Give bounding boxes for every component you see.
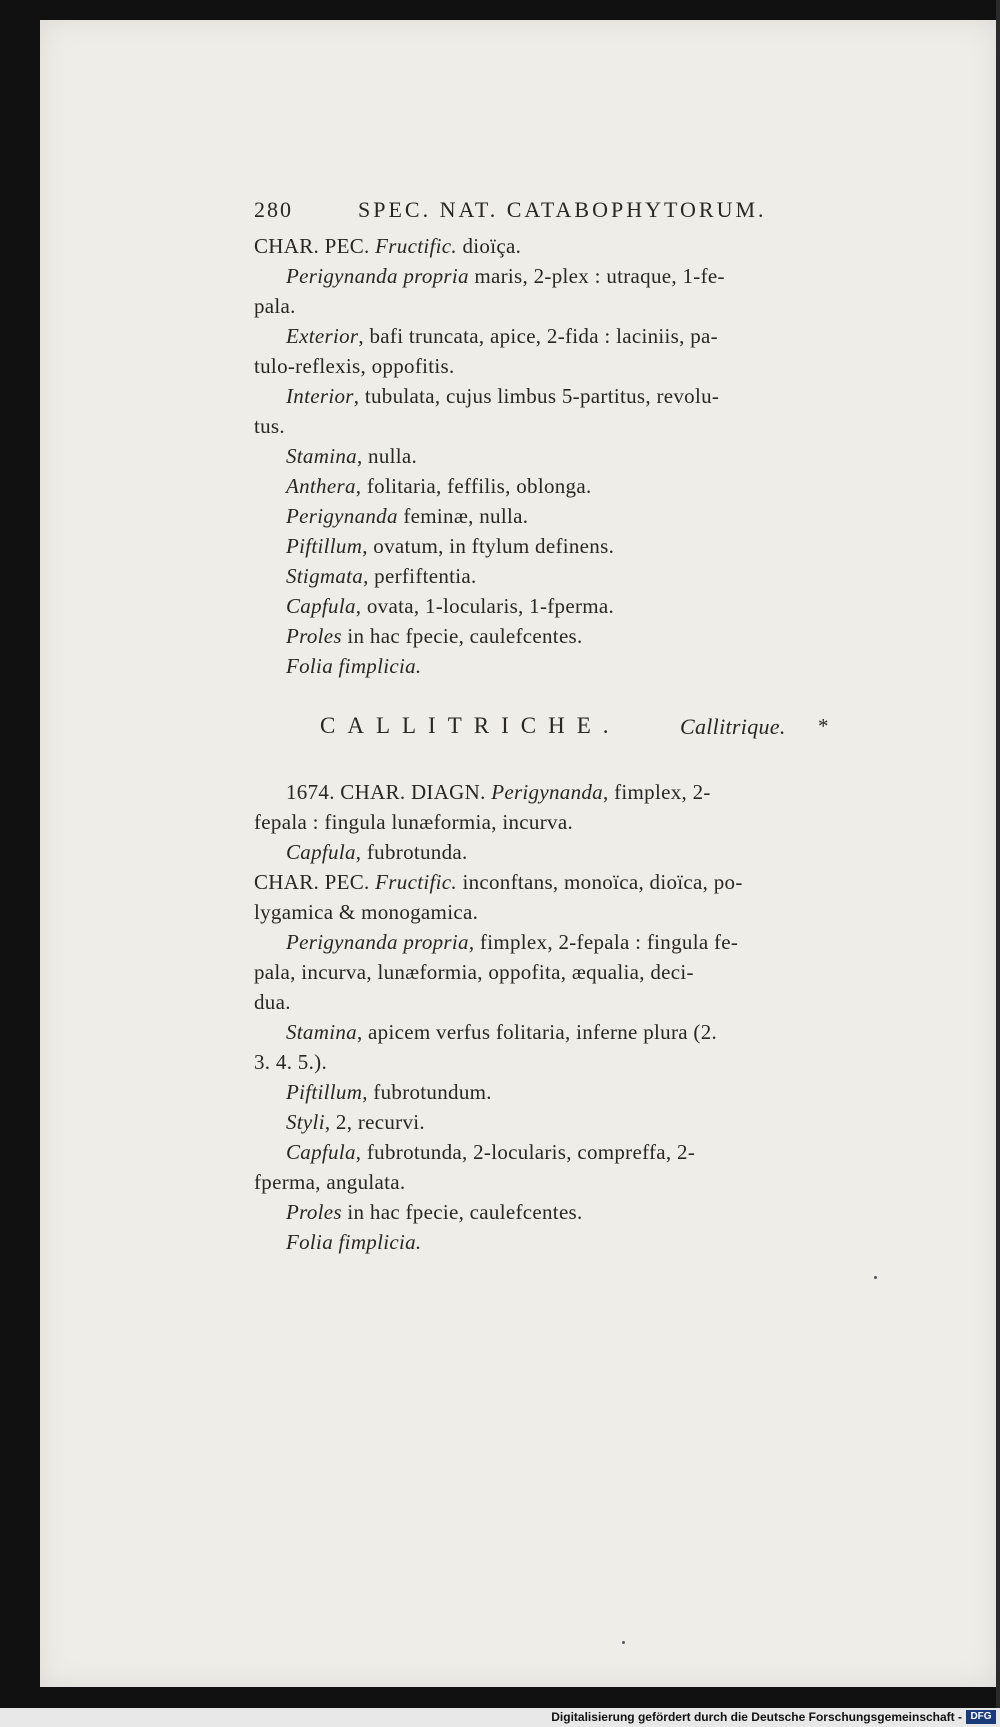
text-line: Stamina, apicem verfus folitaria, inferne plura (2. (286, 1020, 718, 1044)
text-line: Styli, 2, recurvi. (286, 1110, 425, 1134)
paper-speck (874, 1276, 877, 1279)
text-line: Perigynanda feminæ, nulla. (286, 504, 529, 528)
text-line: tulo-reflexis, oppofitis. (254, 354, 455, 378)
text-line: Capfula, fubrotunda. (286, 840, 468, 864)
text-line: Anthera, folitaria, feffilis, oblonga. (286, 474, 592, 498)
text-line: Piftillum, fubrotundum. (286, 1080, 492, 1104)
text-line: fperma, angulata. (254, 1170, 406, 1194)
text-line: tus. (254, 414, 285, 438)
dfg-logo: DFG (966, 1710, 996, 1724)
text-line: Piftillum, ovatum, in ftylum definens. (286, 534, 615, 558)
text-line: 3. 4. 5.). (254, 1050, 327, 1074)
running-title: SPEC. NAT. CATABOPHYTORUM. (358, 197, 767, 222)
text-line: CHAR. PEC. Fructific. inconftans, monoïca, dioïca, po- (254, 870, 743, 894)
text-line: dua. (254, 990, 291, 1014)
digitization-credit: Digitalisierung gefördert durch die Deutsche Forschungsgemeinschaft - (551, 1710, 962, 1724)
text-line: Stamina, nulla. (286, 444, 418, 468)
text-line: Stigmata, perfiftentia. (286, 564, 477, 588)
text-line: pala. (254, 294, 296, 318)
genus-title: CALLITRICHE. (320, 713, 621, 738)
text-line: Perigynanda propria, fimplex, 2-fepala : fingula fe- (286, 930, 739, 954)
footnote-mark: * (818, 714, 829, 738)
text-line: Capfula, fubrotunda, 2-locularis, compreffa, 2- (286, 1140, 696, 1164)
text-line: Exterior, bafi truncata, apice, 2-fida : laciniis, pa- (286, 324, 718, 348)
text-line: pala, incurva, lunæformia, oppofita, æqualia, deci- (254, 960, 694, 984)
text-line: fepala : fingula lunæformia, incurva. (254, 810, 573, 834)
page-number: 280 (254, 197, 293, 222)
text-line: Interior, tubulata, cujus limbus 5-partitus, revolu- (286, 384, 720, 408)
text-line: Proles in hac fpecie, caulefcentes. (286, 624, 583, 648)
text-line: Perigynanda propria maris, 2-plex : utraque, 1-fe- (286, 264, 725, 288)
text-line: Folia fimplicia. (286, 1230, 422, 1254)
genus-french-name: Callitrique. (680, 714, 786, 739)
paper-speck (622, 1641, 625, 1644)
text-line: Proles in hac fpecie, caulefcentes. (286, 1200, 583, 1224)
text-line: lygamica & monogamica. (254, 900, 479, 924)
text-line: Capfula, ovata, 1-locularis, 1-fperma. (286, 594, 615, 618)
text-line: Folia fimplicia. (286, 654, 422, 678)
text-line: CHAR. PEC. Fructific. dioïça. (254, 234, 522, 258)
text-line: 1674. CHAR. DIAGN. Perigynanda, fimplex, 2- (286, 780, 711, 804)
page-edge (996, 0, 1000, 1727)
